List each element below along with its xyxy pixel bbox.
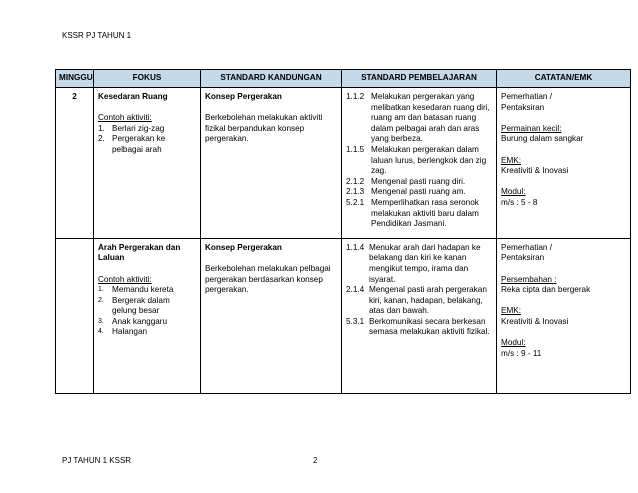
emk-label: EMK: [501,306,522,316]
sk-title: Konsep Pergerakan [205,92,282,101]
list-item: 2.1.3 Mengenal pasti ruang am. [346,187,466,197]
header-fokus: FOKUS [94,70,201,88]
pentaksiran-text: Pentaksiran [501,253,545,263]
modul-label: Modul: [501,187,526,197]
list-item: 1.1.2 Melakukan pergerakan yang melibatkan kesedaran ruang diri, ruang am dan batasan ruang dalam pelbagai arah dan aras yang berbeza. [346,92,490,144]
catatan-cell [497,88,631,239]
list-item: 1.1.4 Menukar arah dari hadapan ke belakang dan kiri ke kanan mengikut tempo, irama dan isyarat. [346,242,481,284]
sk-title: Konsep Pergerakan [205,242,282,252]
table-header-row [56,70,631,88]
lesson-plan-table [55,69,631,394]
minggu-cell [56,238,94,394]
list-item: 1. Berlari zig-zag [98,123,165,133]
standard-pembelajaran-cell [342,238,497,394]
modul-label: Modul: [501,338,526,348]
pentaksiran-text: Pemerhatian / [501,242,552,252]
list-item: 1. Memandu kereta [98,285,174,295]
list-item: 2. Bergerak dalam gelung besar [98,295,170,316]
header-catatan-emk: CATATAN/EMK [497,70,631,88]
standard-pembelajaran-cell [342,88,497,239]
header-standard-pembelajaran: STANDARD PEMBELAJARAN [342,70,497,88]
list-item: 5.3.1 Berkomunikasi secara berkesan semasa melakukan aktiviti fizikal. [346,316,490,337]
fokus-cell [94,88,201,239]
list-item: 3. Anak kanggaru [98,316,168,326]
header-standard-kandungan: STANDARD KANDUNGAN [201,70,342,88]
contoh-aktiviti-label: Contoh aktiviti: [98,274,152,284]
permainan-kecil-label: Permainan kecil: [501,123,562,133]
list-item: 5.2.1 Memperlihatkan rasa seronok melakukan aktiviti baru dalam Pendidikan Jasmani. [346,197,479,229]
standard-kandungan-cell [201,238,342,394]
list-item: 4. Halangan [98,327,148,337]
contoh-aktiviti-label: Contoh aktiviti: [98,113,152,123]
pentaksiran-text: Pemerhatian / [501,92,552,101]
emk-text: Kreativiti & Inovasi [501,166,569,176]
modul-text: m/s : 5 - 8 [501,197,538,207]
standard-kandungan-cell [201,88,342,239]
list-item: 2.1.4 Mengenal pasti arah pergerakan kiri, kanan, hadapan, belakang, atas dan bawah. [346,285,487,316]
fokus-title: Kesedaran Ruang [98,92,168,101]
header-minggu: MINGGU [56,70,94,88]
catatan-cell [497,238,631,394]
emk-label: EMK: [501,155,522,165]
list-item: 1.1.5 Melakukan pergerakan dalam laluan lurus, berlengkok dan zig zag. [346,144,487,176]
persembahan-text: Reka cipta dan bergerak [501,285,591,295]
page-header: KSSR PJ TAHUN 1 [62,31,132,40]
list-item: 2.1.2 Mengenal pasti ruang diri. [346,176,466,186]
sk-text: Berkebolehan melakukan aktiviti fizikal berpandukan konsep pergerakan. [205,113,323,144]
emk-text: Kreativiti & Inovasi [501,316,569,326]
minggu-cell: 2 [56,88,94,239]
modul-text: m/s : 9 - 11 [501,348,542,358]
permainan-kecil-text: Burung dalam sangkar [501,134,584,144]
fokus-title: Arah Pergerakan dan Laluan [98,242,181,263]
list-item: 2. Pergerakan ke pelbagai arah [98,134,166,154]
page-number: 2 [313,456,318,465]
page-footer: PJ TAHUN 1 KSSR [62,456,132,465]
pentaksiran-text: Pentaksiran [501,102,545,112]
persembahan-label: Persembahan : [501,274,557,284]
fokus-cell [94,238,201,394]
table-row [56,88,631,239]
table-row [56,238,631,394]
sk-text: Berkebolehan melakukan pelbagai pergerakan berdasarkan konsep pergerakan. [205,263,331,295]
